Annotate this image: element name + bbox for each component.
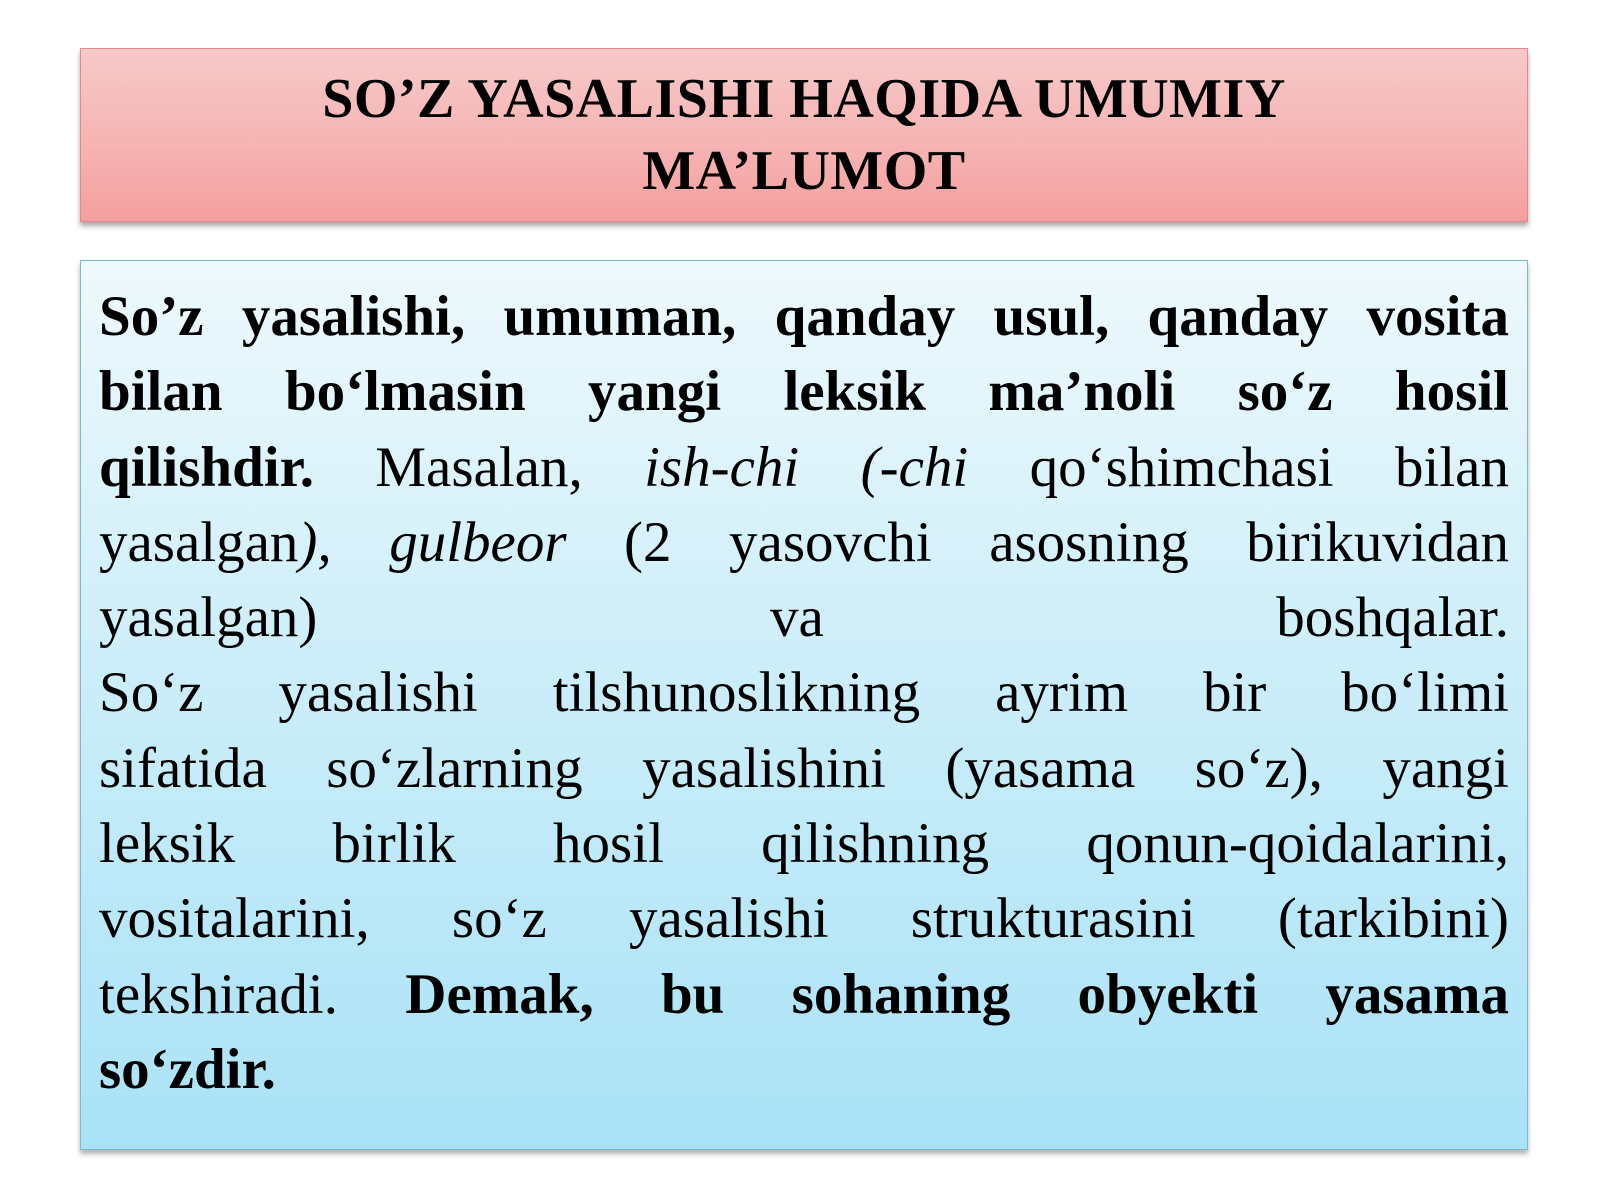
text-line xyxy=(99,279,1509,354)
italic-text-run: ish-chi (-chi xyxy=(644,435,969,499)
bold-text-run: bilan bo‘lmasin yangi leksik ma’noli so‘z hosil xyxy=(99,360,1509,424)
text-run: sifatida so‘zlarning yasalishini (yasama so‘z), yangi xyxy=(99,736,1509,800)
text-run: tekshiradi. xyxy=(99,962,406,1026)
text-run: leksik birlik hosil qilishning qonun-qoidalarini, xyxy=(99,812,1509,876)
bold-text-run: qilishdir. xyxy=(99,435,314,499)
text-line xyxy=(99,655,1509,730)
content-panel xyxy=(80,260,1528,1150)
text-run: yasalgan xyxy=(99,510,299,574)
bold-text-run: Demak, bu sohaning obyekti yasama xyxy=(405,962,1509,1026)
text-run: vositalarini, so‘z yasalishi strukturasini (tarkibini) xyxy=(99,887,1509,951)
text-line xyxy=(99,354,1509,429)
text-run: (2 yasovchi asosning birikuvidan xyxy=(566,510,1510,574)
text-line xyxy=(99,505,1509,580)
text-line xyxy=(99,806,1509,881)
title-banner xyxy=(80,48,1528,222)
body-paragraph xyxy=(99,279,1509,1107)
text-run: yasalgan) va boshqalar. xyxy=(99,586,1509,650)
text-line xyxy=(99,430,1509,505)
text-line xyxy=(99,580,1509,655)
italic-text-run: gulbeor xyxy=(389,510,567,574)
text-run: So‘z yasalishi tilshunoslikning ayrim bir bo‘limi xyxy=(99,661,1509,725)
bold-text-run: so‘zdir. xyxy=(99,1037,276,1101)
text-run: qo‘shimchasi bilan xyxy=(968,435,1509,499)
text-run xyxy=(332,511,390,574)
text-run: Masalan, xyxy=(313,435,645,499)
text-line xyxy=(99,881,1509,956)
slide-title-line-2: MA’LUMOT xyxy=(642,140,966,202)
italic-text-run: ), xyxy=(298,510,332,574)
text-line xyxy=(99,957,1509,1032)
slide-title xyxy=(254,63,1354,207)
text-line xyxy=(99,731,1509,806)
bold-text-run: So’z yasalishi, umuman, qanday usul, qanday vosita xyxy=(99,285,1509,348)
text-line xyxy=(99,1032,1509,1107)
slide-title-line-1: SO’Z YASALISHI HAQIDA UMUMIY xyxy=(322,68,1286,130)
